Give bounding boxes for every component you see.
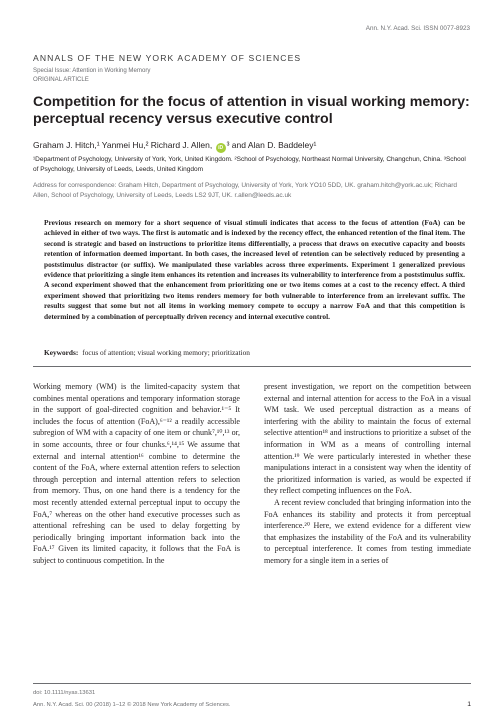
body-column-right: [264, 381, 471, 567]
orcid-icon[interactable]: iD: [216, 143, 226, 153]
body-paragraph: A recent review concluded that bringing information into the FoA enhances its stability and protects it from perceptual interference.²⁰ Here, we extend evidence for a different view that emphasizes the instability of the FoA and its vulnerability to perceptual interference. It comes from testing immediate memory for a single item in a series of: [264, 497, 471, 565]
footer-citation: Ann. N.Y. Acad. Sci. 00 (2018) 1–12 © 2018 New York Academy of Sciences.: [33, 702, 231, 708]
special-issue: Special Issue: Attention in Working Memory: [33, 67, 151, 74]
affiliations: ¹Department of Psychology, University of York, York, United Kingdom. ²School of Psychology, Northeast Normal University, Changchun, China. ³School of Psychology, University of Leeds, Leeds, United Kingdom: [33, 156, 466, 173]
article-type: ORIGINAL ARTICLE: [33, 76, 89, 83]
body-paragraph: present investigation, we report on the competition between external and internal attention for access to the FoA in a visual WM task. We used perceptual distraction as a means of interfering with the ability to maintain the focus of external selective attention¹⁸ and instructions to prioritize a subset of the information in WM as a means of controlling internal attention.¹⁹ We were particularly interested in whether these manipulations interact in a consistent way when the identity of the prioritized information is varied, as would be expected if they reflect competing influences on the FoA.: [264, 382, 471, 496]
journal-reference: Ann. N.Y. Acad. Sci. ISSN 0077-8923: [365, 25, 470, 32]
author-list: [33, 140, 316, 153]
doi-link[interactable]: doi: 10.1111/nyas.13631: [33, 690, 96, 696]
body-paragraph: Working memory (WM) is the limited-capacity system that combines mental operations and temporary information storage in the support of goal-directed cognition and behavior.¹⁻⁵ It includes the focus of attention (FoA),⁶⁻¹² a readily accessible subregion of WM with a capacity of one item or chunk⁷,¹⁰,¹³ or, in some accounts, three or four chunks.⁶,¹⁴,¹⁵ We assume that external and internal attention¹⁶ combine to determine the content of the FoA, where external attention refers to selection through perception and internal attention refers to selection from memory. Thus, on one hand there is a tendency for the most recently attended external perceptual input to occupy the FoA,⁷ whereas on the other hand executive processes such as attentional refreshing can be used to delay forgetting by periodically bringing important information back into the FoA.¹⁷ Given its limited capacity, it follows that the FoA is subject to continuous competition. In the: [33, 382, 240, 565]
body-column-left: [33, 381, 240, 567]
journal-name: ANNALS OF THE NEW YORK ACADEMY OF SCIENCES: [33, 53, 302, 63]
correspondence: Address for correspondence: Graham Hitch, Department of Psychology, University of York, York YO10 5DD, UK. graham.hitch@york.ac.uk; Richard Allen, School of Psychology, University of Leeds, Leeds LS2 9JT, UK. r.allen@leeds.ac.uk: [33, 182, 457, 199]
keywords: [44, 348, 250, 357]
authors-part-2: ³ and Alan D. Baddeley¹: [226, 140, 317, 150]
keywords-label: Keywords:: [44, 348, 79, 357]
section-divider: [33, 366, 471, 367]
authors-part-1: Graham J. Hitch,¹ Yanmei Hu,² Richard J. Allen,: [33, 140, 213, 150]
footer-divider: [33, 683, 471, 684]
article-title: Competition for the focus of attention in visual working memory: perceptual recency versus executive control: [33, 94, 470, 127]
keywords-list: focus of attention; visual working memory; prioritization: [82, 348, 250, 357]
abstract: Previous research on memory for a short sequence of visual stimuli indicates that access to the focus of attention (FoA) can be achieved in either of two ways. The first is automatic and is indexed by the recency effect, the enhanced retention of the final item. The second is strategic and based on instructions to prioritize items differentially, a process that draws on executive capacity and boosts retention of information deemed important. In both cases, the increased level of retention can be selectively reduced by presenting a poststimulus distractor (or suffix). We manipulated these variables across three experiments. Experiment 1 generalized previous evidence that prioritizing a single item enhances its retention and increases its vulnerability to interference from a poststimulus suffix. A second experiment showed that the enhancement from prioritizing one or two items comes at a cost to the recency effect. A third experiment showed that prioritizing two items renders memory for both vulnerable to interference from an irrelevant suffix. The results suggest that some but not all items in working memory compete to occupy a narrow FoA and that this competition is determined by a combination of perceptually driven recency and internal executive control.: [44, 218, 465, 321]
page-number: 1: [467, 701, 471, 708]
